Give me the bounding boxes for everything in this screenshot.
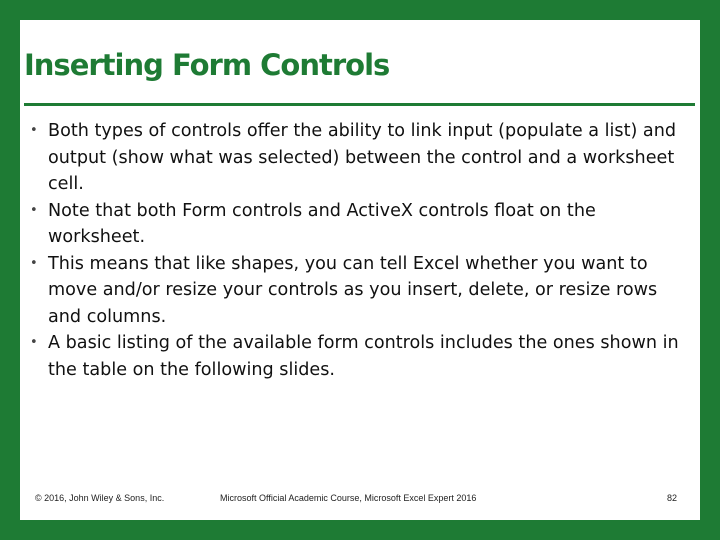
slide-title: Inserting Form Controls — [24, 48, 390, 82]
bullet-item — [18, 251, 688, 331]
bullet-marker: • — [30, 335, 38, 350]
bullet-text: This means that like shapes, you can tell Excel whether you want to move and/or resize your controls as you insert, delete, or resize rows and columns. — [48, 253, 658, 327]
bullet-marker: • — [30, 123, 38, 138]
title-underline — [24, 103, 695, 106]
bullet-marker: • — [30, 255, 38, 271]
bullet-list — [18, 118, 688, 383]
footer-copyright: © 2016, John Wiley & Sons, Inc. — [35, 493, 165, 503]
footer-course-title: Microsoft Official Academic Course, Microsoft Excel Expert 2016 — [220, 493, 477, 503]
bullet-item — [18, 198, 688, 251]
bullet-marker: • — [30, 202, 38, 218]
bullet-text: A basic listing of the available form controls includes the ones shown in the table on the following slides. — [48, 333, 679, 380]
bullet-item — [18, 118, 688, 198]
bullet-text: Both types of controls offer the ability to link input (populate a list) and output (show what was selected) between the control and a worksheet cell. — [48, 121, 677, 194]
bullet-item — [18, 330, 688, 383]
footer-page-number: 82 — [666, 493, 677, 503]
bullet-text: Note that both Form controls and ActiveX controls float on the worksheet. — [48, 200, 596, 247]
